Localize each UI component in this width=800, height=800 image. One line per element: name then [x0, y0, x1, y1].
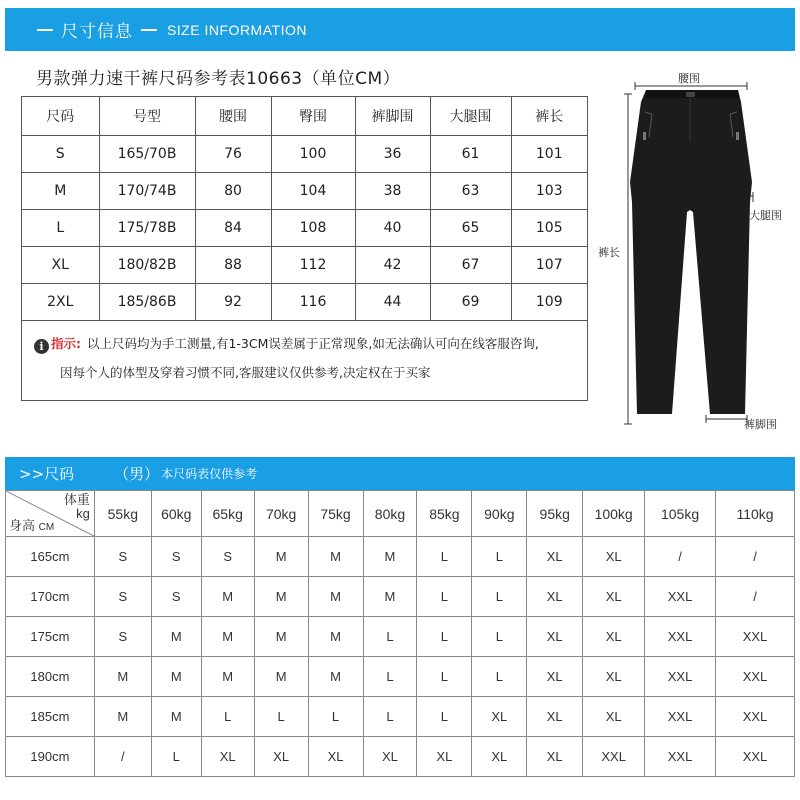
label-length: 裤长: [598, 246, 620, 259]
size-cell: 67: [430, 246, 511, 283]
size-recommend-cell: XL: [527, 657, 583, 697]
table-row: [6, 577, 795, 617]
size-cell: 165/70B: [99, 135, 195, 172]
size-recommend-cell: /: [716, 577, 795, 617]
size-header-cell: 腰围: [195, 97, 271, 135]
size-recommend-cell: L: [363, 697, 417, 737]
pants-illustration: [590, 62, 800, 442]
size-recommend-cell: M: [308, 577, 363, 617]
table-row: [6, 737, 795, 777]
corner-kg-label: kg: [76, 506, 90, 521]
table-row: [6, 697, 795, 737]
weight-header-cell: 75kg: [308, 491, 363, 537]
size-cell: 109: [511, 283, 587, 320]
height-cell: 165cm: [6, 537, 95, 577]
size-table: [22, 97, 587, 321]
height-cell: 190cm: [6, 737, 95, 777]
weight-header-cell: 65kg: [201, 491, 254, 537]
table-row: [6, 657, 795, 697]
size-recommend-cell: XL: [308, 737, 363, 777]
corner-cm-label: CM: [38, 522, 55, 533]
table-row: [22, 135, 587, 172]
size-note: [34, 329, 539, 387]
size-cell: 104: [271, 172, 355, 209]
size-recommend-cell: XL: [254, 737, 308, 777]
size-recommend-cell: M: [94, 697, 151, 737]
size-recommend-cell: XL: [583, 537, 645, 577]
weight-header-cell: 80kg: [363, 491, 417, 537]
size-recommend-cell: S: [151, 577, 201, 617]
table-corner: [6, 491, 95, 537]
size-recommend-cell: M: [151, 617, 201, 657]
size-recommend-cell: L: [151, 737, 201, 777]
size-recommend-cell: /: [716, 537, 795, 577]
recommend-prefix: >>尺码: [19, 465, 75, 483]
size-info-header: [5, 8, 795, 51]
size-recommend-cell: XL: [527, 577, 583, 617]
size-cell: 84: [195, 209, 271, 246]
size-recommend-cell: S: [94, 617, 151, 657]
header-title-cn: 尺寸信息: [61, 22, 133, 42]
size-recommend-cell: L: [417, 617, 472, 657]
size-recommend-cell: M: [254, 617, 308, 657]
size-header-cell: 大腿围: [430, 97, 511, 135]
pants-diagram: [590, 62, 800, 442]
size-recommend-cell: S: [94, 537, 151, 577]
size-recommend-cell: M: [201, 617, 254, 657]
size-cell: M: [22, 172, 99, 209]
size-table-title: 男款弹力速干裤尺码参考表10663（单位CM）: [36, 69, 401, 89]
weight-header-cell: 85kg: [417, 491, 472, 537]
weight-header-cell: 60kg: [151, 491, 201, 537]
size-recommend-cell: S: [151, 537, 201, 577]
size-recommend-cell: XL: [583, 657, 645, 697]
corner-weight-label: 体重: [63, 492, 90, 507]
size-recommend-cell: XL: [472, 697, 527, 737]
size-recommend-cell: XL: [583, 577, 645, 617]
size-cell: 116: [271, 283, 355, 320]
label-hem: 裤脚围: [744, 418, 777, 431]
size-recommend-cell: XL: [417, 737, 472, 777]
weight-header-cell: 55kg: [94, 491, 151, 537]
size-recommend-cell: XXL: [645, 577, 716, 617]
weight-header-cell: 100kg: [583, 491, 645, 537]
label-thigh: 大腿围: [749, 209, 782, 222]
size-recommend-cell: XL: [472, 737, 527, 777]
size-recommend-cell: S: [94, 577, 151, 617]
size-recommend-cell: L: [363, 657, 417, 697]
size-recommend-cell: XL: [583, 697, 645, 737]
height-cell: 175cm: [6, 617, 95, 657]
size-recommend-cell: /: [94, 737, 151, 777]
corner-height: [9, 515, 54, 534]
size-cell: 100: [271, 135, 355, 172]
size-cell: 38: [355, 172, 430, 209]
size-cell: 112: [271, 246, 355, 283]
size-recommend-cell: M: [151, 697, 201, 737]
table-row: [6, 617, 795, 657]
size-recommend-cell: L: [472, 577, 527, 617]
height-cell: 180cm: [6, 657, 95, 697]
corner-height-label: 身高: [9, 518, 36, 533]
size-cell: 42: [355, 246, 430, 283]
size-recommend-cell: XXL: [645, 657, 716, 697]
note-line-2: 因每个人的体型及穿着习惯不同,客服建议仅供参考,决定权在于买家: [60, 365, 431, 380]
size-recommend-cell: L: [308, 697, 363, 737]
note-label: 指示:: [51, 336, 81, 351]
size-cell: 65: [430, 209, 511, 246]
size-recommend-cell: L: [472, 657, 527, 697]
weight-header-cell: 105kg: [645, 491, 716, 537]
size-recommend-cell: L: [417, 537, 472, 577]
size-recommend-cell: S: [201, 537, 254, 577]
size-recommend-cell: XL: [201, 737, 254, 777]
size-cell: 36: [355, 135, 430, 172]
size-header-row: [22, 97, 587, 135]
size-cell: 2XL: [22, 283, 99, 320]
size-recommend-cell: M: [363, 537, 417, 577]
recommend-table: [5, 490, 795, 777]
size-header-cell: 号型: [99, 97, 195, 135]
weight-header-cell: 70kg: [254, 491, 308, 537]
label-waist: 腰围: [678, 72, 700, 85]
recommend-gender: （男）: [114, 465, 160, 483]
table-row: [22, 172, 587, 209]
size-recommend-cell: L: [417, 697, 472, 737]
size-recommend-cell: XL: [527, 737, 583, 777]
size-recommend-cell: M: [201, 657, 254, 697]
size-cell: 44: [355, 283, 430, 320]
size-recommend-cell: XL: [363, 737, 417, 777]
size-recommend-cell: XXL: [716, 737, 795, 777]
size-table-panel: [21, 96, 588, 401]
size-cell: 170/74B: [99, 172, 195, 209]
size-cell: 80: [195, 172, 271, 209]
size-recommend-cell: XXL: [583, 737, 645, 777]
info-icon: i: [34, 339, 49, 354]
size-cell: 69: [430, 283, 511, 320]
size-cell: S: [22, 135, 99, 172]
size-recommend-cell: XL: [527, 537, 583, 577]
size-cell: 103: [511, 172, 587, 209]
size-cell: 88: [195, 246, 271, 283]
size-recommend-cell: L: [417, 577, 472, 617]
size-cell: 180/82B: [99, 246, 195, 283]
size-recommend-cell: XL: [583, 617, 645, 657]
size-recommend-cell: L: [254, 697, 308, 737]
size-recommend-cell: XXL: [716, 617, 795, 657]
weight-header-cell: 90kg: [472, 491, 527, 537]
size-cell: 92: [195, 283, 271, 320]
recommend-subtitle: 本尺码表仅供参考: [161, 467, 258, 481]
size-recommend-cell: XXL: [645, 737, 716, 777]
size-recommend-cell: M: [254, 537, 308, 577]
size-cell: 76: [195, 135, 271, 172]
size-cell: 105: [511, 209, 587, 246]
size-cell: L: [22, 209, 99, 246]
size-recommend-cell: M: [94, 657, 151, 697]
size-recommend-cell: L: [201, 697, 254, 737]
table-row: [22, 283, 587, 320]
size-cell: 63: [430, 172, 511, 209]
size-cell: 108: [271, 209, 355, 246]
size-recommend-cell: XXL: [645, 697, 716, 737]
header-dash-right: [141, 29, 157, 31]
size-cell: XL: [22, 246, 99, 283]
size-header-cell: 臀围: [271, 97, 355, 135]
size-recommend-cell: L: [472, 617, 527, 657]
size-header-cell: 裤脚围: [355, 97, 430, 135]
size-recommend-cell: M: [308, 657, 363, 697]
size-cell: 61: [430, 135, 511, 172]
size-cell: 40: [355, 209, 430, 246]
size-cell: 175/78B: [99, 209, 195, 246]
weight-header-cell: 95kg: [527, 491, 583, 537]
size-recommend-cell: L: [363, 617, 417, 657]
size-recommend-cell: XXL: [716, 697, 795, 737]
size-recommend-cell: M: [308, 617, 363, 657]
size-recommend-cell: M: [308, 537, 363, 577]
size-recommend-cell: XXL: [716, 657, 795, 697]
size-recommend-cell: /: [645, 537, 716, 577]
size-recommend-cell: M: [151, 657, 201, 697]
size-recommend-cell: M: [254, 577, 308, 617]
note-line-1: 以上尺码均为手工测量,有1-3CM误差属于正常现象,如无法确认可向在线客服咨询,: [87, 336, 539, 351]
size-recommend-cell: L: [417, 657, 472, 697]
size-header-cell: 裤长: [511, 97, 587, 135]
table-row: [22, 246, 587, 283]
size-recommend-cell: XL: [527, 697, 583, 737]
size-header-cell: 尺码: [22, 97, 99, 135]
height-cell: 170cm: [6, 577, 95, 617]
weight-header-row: [6, 491, 795, 537]
size-recommend-cell: M: [254, 657, 308, 697]
size-cell: 107: [511, 246, 587, 283]
header-dash-left: [37, 29, 53, 31]
corner-weight: [64, 493, 90, 521]
size-cell: 101: [511, 135, 587, 172]
size-cell: 185/86B: [99, 283, 195, 320]
size-recommend-cell: L: [472, 537, 527, 577]
weight-header-cell: 110kg: [716, 491, 795, 537]
table-row: [22, 209, 587, 246]
height-cell: 185cm: [6, 697, 95, 737]
recommend-header: [5, 457, 795, 490]
size-recommend-cell: XL: [527, 617, 583, 657]
size-recommend-cell: M: [201, 577, 254, 617]
table-row: [6, 537, 795, 577]
header-title-en: SIZE INFORMATION: [167, 21, 307, 38]
size-recommend-cell: M: [363, 577, 417, 617]
size-recommend-cell: XXL: [645, 617, 716, 657]
